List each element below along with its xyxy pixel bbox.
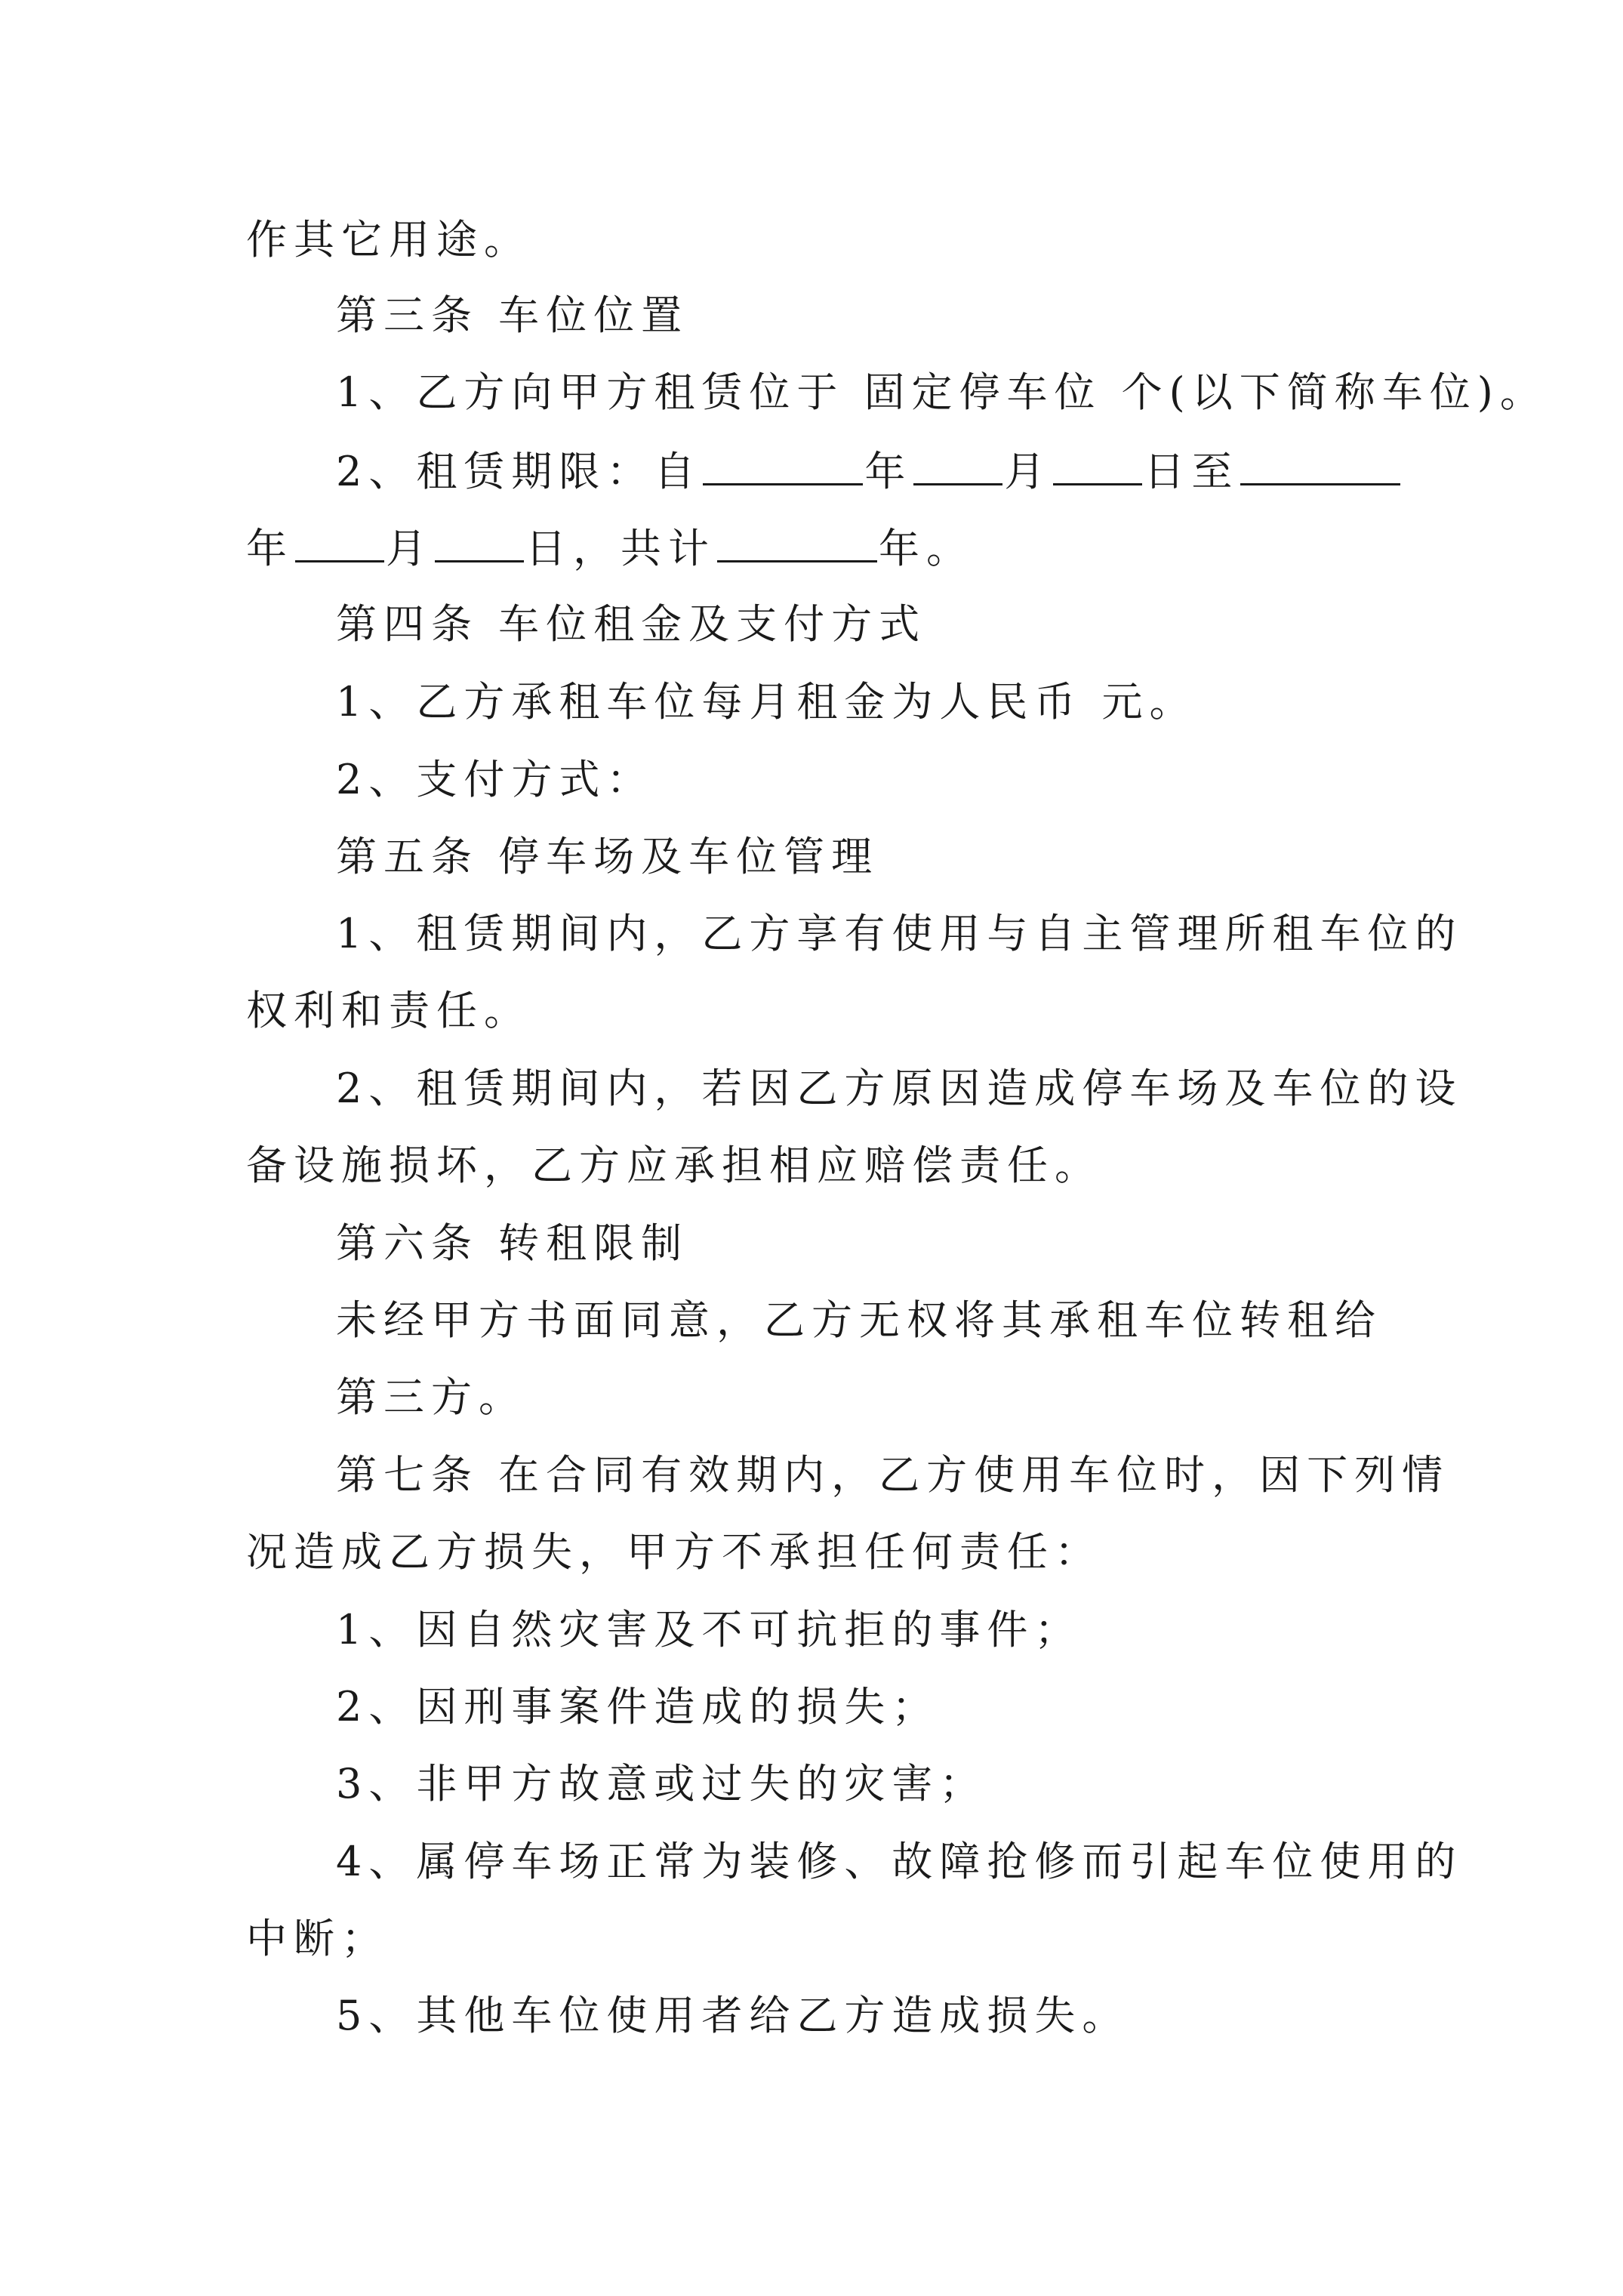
- section-heading-3: 第三条 车位位置: [336, 291, 689, 339]
- day-to-label: 日至: [1144, 448, 1240, 495]
- end-day-blank: [435, 521, 524, 562]
- day-blank: [1053, 444, 1142, 485]
- section-heading-7: 第七条 在合同有效期内，乙方使用车位时，因下列情: [336, 1451, 1450, 1499]
- text-line: 1、乙方承租车位每月租金为人民币 元。: [336, 678, 1197, 726]
- year-label: 年: [864, 448, 913, 495]
- section-heading-6: 第六条 转租限制: [336, 1219, 689, 1267]
- text-line: 作其它用途。: [246, 216, 531, 264]
- text-line: 1、租赁期间内，乙方享有使用与自主管理所租车位的: [336, 910, 1463, 957]
- text-line: 第三方。: [336, 1373, 526, 1421]
- text-line: 况造成乙方损失，甲方不承担任何责任：: [246, 1528, 1102, 1576]
- year-blank: [703, 444, 863, 485]
- text-line: 2、因刑事案件造成的损失；: [336, 1683, 940, 1730]
- text-line: 1、因自然灾害及不可抗拒的事件；: [336, 1606, 1083, 1653]
- lease-term-line: [336, 444, 1402, 498]
- text-line: 中断；: [246, 1915, 389, 1962]
- text-line: 3、非甲方故意或过失的灾害；: [336, 1760, 987, 1808]
- lease-term-end-line: [246, 521, 974, 575]
- text-line: 1、乙方向甲方租赁位于 固定停车位 个(以下简称车位)。: [336, 368, 1548, 416]
- month-blank: [913, 444, 1002, 485]
- text-line: 5、其他车位使用者给乙方造成损失。: [336, 1992, 1130, 2039]
- text-line: 2、支付方式：: [336, 756, 654, 803]
- end-month-blank: [295, 521, 384, 562]
- end-year-blank: [1240, 444, 1400, 485]
- total-label: 日，共计: [525, 525, 716, 572]
- text-line: 2、租赁期间内，若因乙方原因造成停车场及车位的设: [336, 1065, 1463, 1112]
- month-label: 月: [386, 525, 433, 572]
- text-line: 4、属停车场正常为装修、故障抢修而引起车位使用的: [336, 1838, 1463, 1885]
- year-label: 年: [246, 525, 294, 572]
- section-heading-4: 第四条 车位租金及支付方式: [336, 600, 927, 648]
- text-line: 权利和责任。: [246, 987, 531, 1034]
- section-heading-5: 第五条 停车场及车位管理: [336, 833, 879, 880]
- text-line: 备设施损坏，乙方应承担相应赔偿责任。: [246, 1142, 1102, 1189]
- text-line: 未经甲方书面同意，乙方无权将其承租车位转租给: [336, 1296, 1382, 1344]
- total-years-blank: [717, 521, 877, 562]
- lease-term-label: 2、租赁期限：自: [336, 448, 702, 495]
- month-label: 月: [1004, 448, 1052, 495]
- year-end-label: 年。: [879, 525, 974, 572]
